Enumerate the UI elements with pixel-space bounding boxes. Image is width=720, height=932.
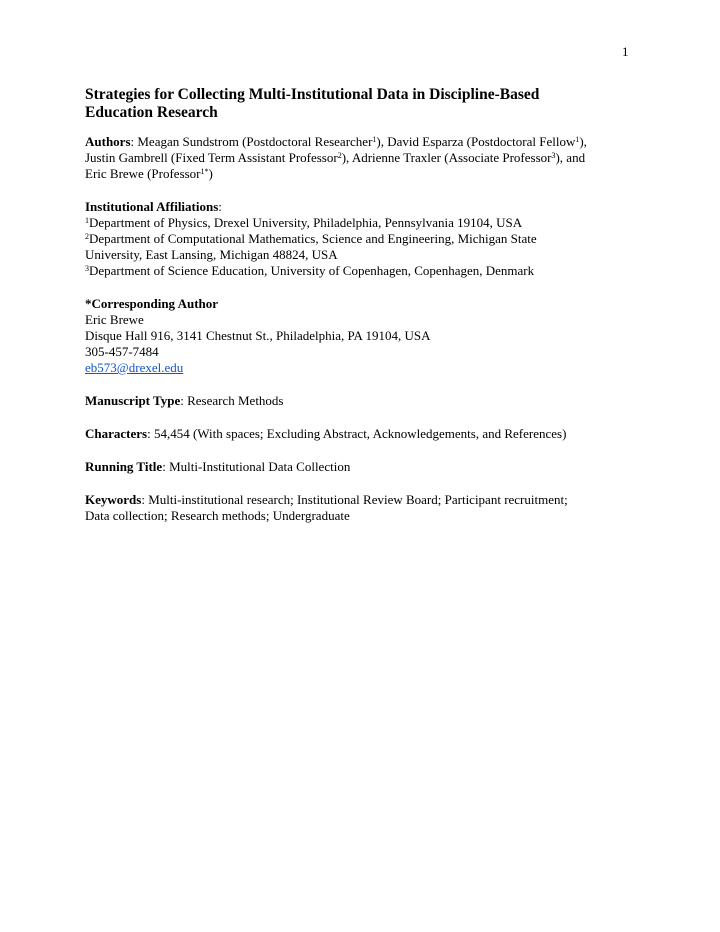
- affiliation-2-line-2: University, East Lansing, Michigan 48824, USA: [85, 247, 338, 262]
- authors-block: [85, 134, 645, 182]
- affiliation-1: [85, 215, 645, 231]
- running-title-label: Running Title: [85, 459, 163, 474]
- manuscript-type-label: Manuscript Type: [85, 393, 181, 408]
- authors-line-1-end: ),: [579, 134, 587, 149]
- affiliation-2-line-1: [85, 231, 645, 247]
- paper-title-line-2: Education Research: [85, 104, 218, 121]
- authors-line-1: [85, 134, 645, 150]
- affiliation-1-marker: 1: [85, 216, 89, 225]
- affiliations-label: Institutional Affiliations: [85, 199, 219, 214]
- author-3-affiliation-marker: 2: [337, 151, 342, 160]
- author-2-text: ), David Esparza (Postdoctoral Fellow: [376, 134, 576, 149]
- author-2-affiliation-marker: 1: [575, 135, 580, 144]
- authors-label: Authors: [85, 134, 131, 149]
- affiliation-1-text: Department of Physics, Drexel University, Philadelphia, Pennsylvania 19104, USA: [89, 215, 523, 230]
- corresponding-author-label: *Corresponding Author: [85, 296, 219, 311]
- corresponding-author-address: Disque Hall 916, 3141 Chestnut St., Philadelphia, PA 19104, USA: [85, 328, 431, 343]
- keywords-label: Keywords: [85, 492, 142, 507]
- affiliations-label-colon: :: [218, 199, 222, 214]
- running-title-block: [85, 459, 645, 475]
- characters-line: [85, 426, 645, 442]
- manuscript-type-line: [85, 393, 645, 409]
- authors-line-2: [85, 150, 645, 166]
- characters-value: : 54,454 (With spaces; Excluding Abstract, Acknowledgements, and References): [147, 426, 567, 441]
- keywords-value-1: : Multi-institutional research; Institutional Review Board; Participant recruitment;: [141, 492, 568, 507]
- page-number: 1: [622, 44, 629, 59]
- keywords-block: [85, 492, 645, 524]
- paper-title: [85, 86, 645, 122]
- author-3-text: Justin Gambrell (Fixed Term Assistant Professor: [85, 150, 338, 165]
- affiliations-heading: [85, 199, 645, 215]
- corresponding-author-name: Eric Brewe: [85, 312, 144, 327]
- author-5-text: Eric Brewe (Professor: [85, 166, 201, 181]
- running-title-line: [85, 459, 645, 475]
- title-page-content: [85, 86, 645, 541]
- affiliation-2-marker: 2: [85, 232, 89, 241]
- manuscript-type-block: [85, 393, 645, 409]
- corresponding-author-email-link[interactable]: eb573@drexel.edu: [85, 360, 184, 375]
- affiliation-3-marker: 3: [85, 264, 89, 273]
- affiliation-3: [85, 263, 645, 279]
- running-title-value: : Multi-Institutional Data Collection: [162, 459, 351, 474]
- authors-line-3-end: ): [208, 166, 213, 181]
- paper-title-line-1: Strategies for Collecting Multi-Institutional Data in Discipline-Based: [85, 86, 540, 103]
- corresponding-author-phone: 305-457-7484: [85, 344, 159, 359]
- keywords-line-1: [85, 492, 645, 508]
- author-4-affiliation-marker: 3: [551, 151, 556, 160]
- corresponding-author-block: [85, 296, 645, 376]
- affiliations-block: [85, 199, 645, 279]
- affiliation-3-text: Department of Science Education, University of Copenhagen, Copenhagen, Denmark: [89, 263, 535, 278]
- corresponding-author-email-line: [85, 360, 645, 376]
- author-4-text: ), Adrienne Traxler (Associate Professor: [341, 150, 552, 165]
- authors-line-2-end: ), and: [555, 150, 586, 165]
- keywords-line-2: Data collection; Research methods; Undergraduate: [85, 508, 350, 523]
- author-5-affiliation-marker: 1*: [200, 167, 209, 176]
- characters-block: [85, 426, 645, 442]
- characters-label: Characters: [85, 426, 148, 441]
- authors-line-3: [85, 166, 645, 182]
- author-1-text: : Meagan Sundstrom (Postdoctoral Researcher: [130, 134, 373, 149]
- author-1-affiliation-marker: 1: [372, 135, 377, 144]
- affiliation-2-text: Department of Computational Mathematics, Science and Engineering, Michigan State: [89, 231, 537, 246]
- manuscript-type-value: : Research Methods: [180, 393, 284, 408]
